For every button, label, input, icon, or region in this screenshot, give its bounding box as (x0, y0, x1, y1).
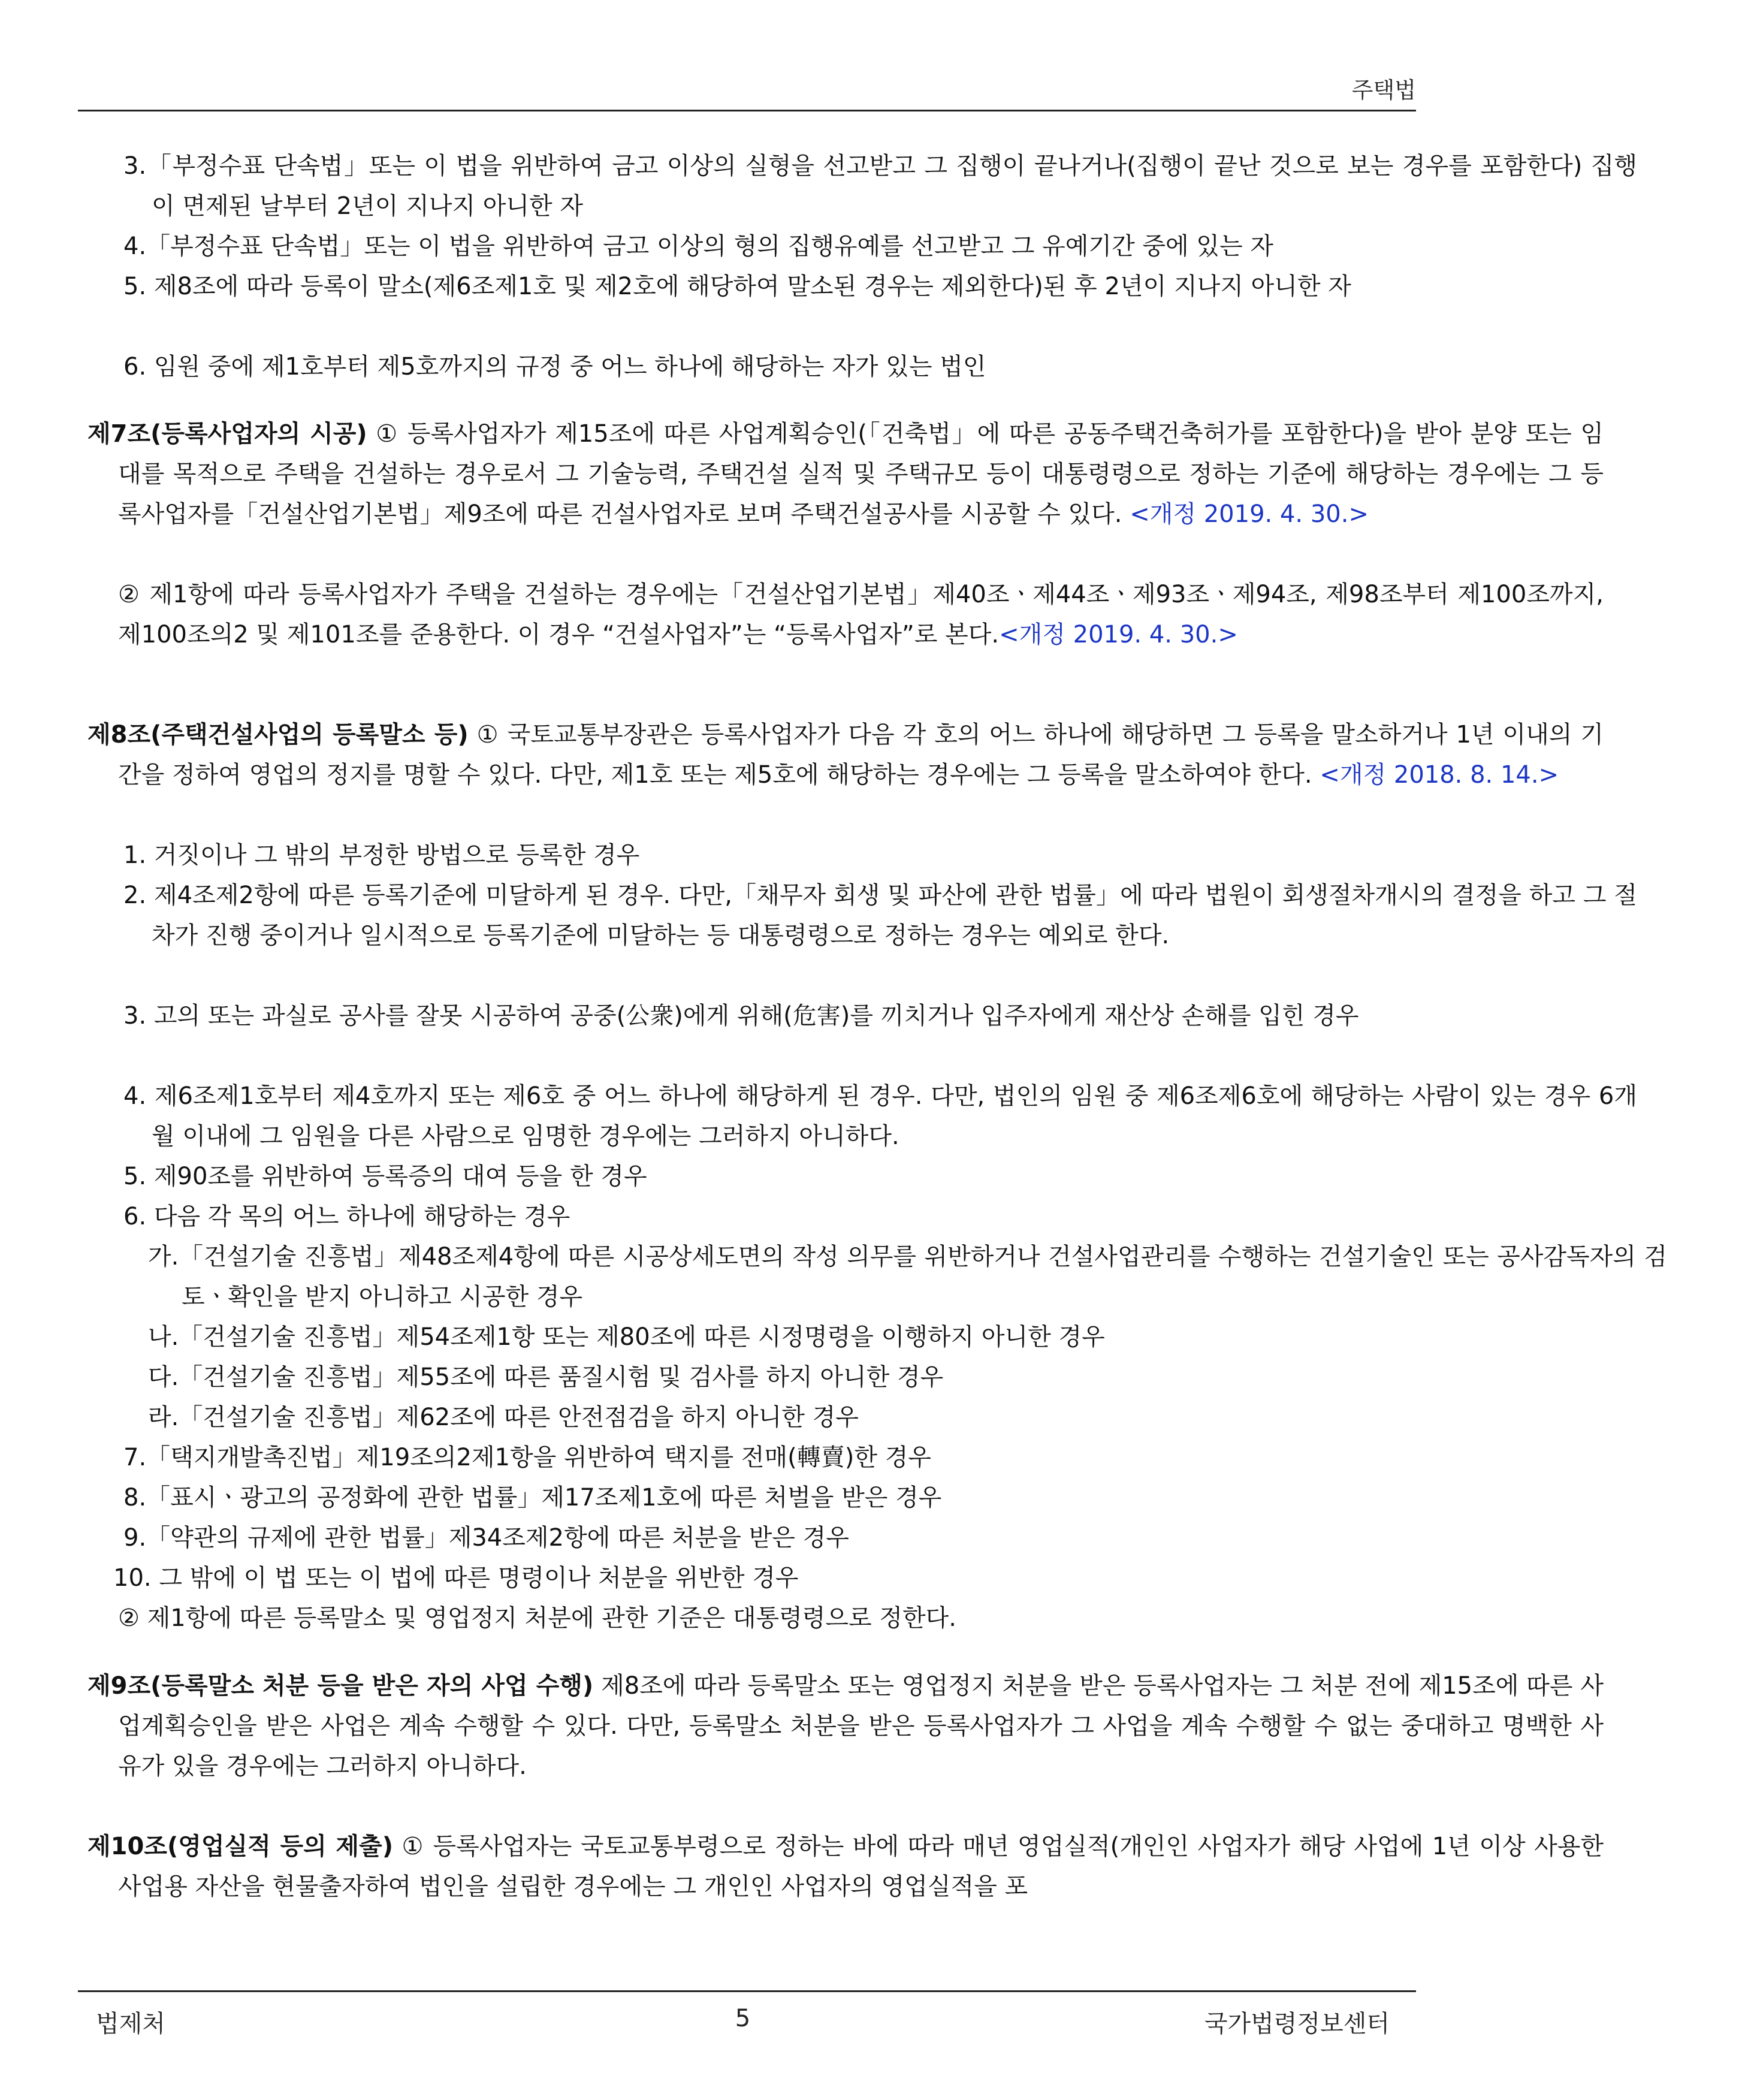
list-item: 2. 제4조제2항에 따른 등록기준에 미달하게 된 경우. 다만,「채무자 회생 및 파산에 관한 법률」에 따라 법원이 회생절차개시의 결정을 하고 그 절차가 진행 중이거나 일시적으로 등록기준에 미달하는 등 대통령령으로 정하는 경우는 예외로 한다. (123, 882, 1637, 949)
footer-publisher: 법제처 (96, 2010, 165, 2038)
article-9-title: 제9조(등록말소 처분 등을 받은 자의 사업 수행) (87, 1672, 594, 1700)
sub-item: 라.「건설기술 진흥법」제62조에 따른 안전점검을 하지 아니한 경우 (148, 1404, 859, 1431)
header-divider (78, 110, 1416, 111)
article-10 (0, 1827, 1675, 1907)
amendment-note: <개정 2019. 4. 30.> (999, 621, 1238, 648)
list-item: 5. 제8조에 따라 등록이 말소(제6조제1호 및 제2호에 해당하여 말소된 경우는 제외한다)된 후 2년이 지나지 아니한 자 (123, 273, 1351, 300)
sub-item: 가.「건설기술 진흥법」제48조제4항에 따른 시공상세도면의 작성 의무를 위반하거나 건설사업관리를 수행하는 건설기술인 또는 공사감독자의 검토ㆍ확인을 받지 아니하고 시공한 경우 (148, 1243, 1667, 1311)
list-item: 8.「표시ㆍ광고의 공정화에 관한 법률」제17조제1호에 따른 처벌을 받은 경우 (123, 1484, 942, 1511)
list-item: 1. 거짓이나 그 밖의 부정한 방법으로 등록한 경우 (123, 841, 640, 869)
footer-source: 국가법령정보센터 (1204, 2010, 1390, 2038)
list-item: 10. 그 밖에 이 법 또는 이 법에 따른 명령이나 처분을 위반한 경우 (113, 1564, 799, 1592)
sub-item: 다.「건설기술 진흥법」제55조에 따른 품질시험 및 검사를 하지 아니한 경우 (148, 1363, 944, 1391)
amendment-note: <개정 2019. 4. 30.> (1130, 500, 1369, 528)
sub-item: 나.「건설기술 진흥법」제54조제1항 또는 제80조에 따른 시정명령을 이행하지 아니한 경우 (148, 1323, 1105, 1351)
article-10-title: 제10조(영업실적 등의 제출) (87, 1833, 393, 1860)
article-8-title: 제8조(주택건설사업의 등록말소 등) (87, 721, 469, 749)
article-9-text: 제8조에 따라 등록말소 또는 영업정지 처분을 받은 등록사업자는 그 처분 전에 제15조에 따른 사업계획승인을 받은 사업은 계속 수행할 수 있다. 다만, 등록말소 처분을 받은 등록사업자가 그 사업을 계속 수행할 수 없는 중대하고 명백한 사유가 있을 경우에는 그러하지 아니하다. (118, 1672, 1604, 1780)
article-9 (0, 1666, 1675, 1787)
article-8-p1-text: ① 국토교통부장관은 등록사업자가 다음 각 호의 어느 하나에 해당하면 그 등록을 말소하거나 1년 이내의 기간을 정하여 영업의 정지를 명할 수 있다. 다만, 제1호 또는 제5호에 해당하는 경우에는 그 등록을 말소하여야 한다. (118, 721, 1604, 789)
article-7-p2-text: ② 제1항에 따라 등록사업자가 주택을 건설하는 경우에는「건설산업기본법」제40조ㆍ제44조ㆍ제93조ㆍ제94조, 제98조부터 제100조까지, 제100조의2 및 제101조를 준용한다. 이 경우 “건설사업자”는 “등록사업자”로 본다. (118, 581, 1604, 648)
list-item: 3. 고의 또는 과실로 공사를 잘못 시공하여 공중(公衆)에게 위해(危害)를 끼치거나 입주자에게 재산상 손해를 입힌 경우 (123, 1002, 1359, 1030)
article-7-p1-text: ① 등록사업자가 제15조에 따른 사업계획승인(「건축법」에 따른 공동주택건축허가를 포함한다)을 받아 분양 또는 임대를 목적으로 주택을 건설하는 경우로서 그 기술능력, 주택건설 실적 및 주택규모 등이 대통령령으로 정하는 기준에 해당하는 경우에는 그 등록사업자를「건설산업기본법」제9조에 따른 건설사업자로 보며 주택건설공사를 시공할 수 있다. (118, 420, 1604, 528)
list-item: 9.「약관의 규제에 관한 법률」제34조제2항에 따른 처분을 받은 경우 (123, 1524, 849, 1552)
list-item: 5. 제90조를 위반하여 등록증의 대여 등을 한 경우 (123, 1163, 647, 1190)
article-7-title: 제7조(등록사업자의 시공) (87, 420, 367, 448)
article-7-paragraph-1 (0, 414, 1675, 535)
list-item: 4. 제6조제1호부터 제4호까지 또는 제6호 중 어느 하나에 해당하게 된 경우. 다만, 법인의 임원 중 제6조제6호에 해당하는 사람이 있는 경우 6개월 이내에 그 임원을 다른 사람으로 임명한 경우에는 그러하지 아니하다. (123, 1082, 1637, 1150)
list-item: 4.「부정수표 단속법」또는 이 법을 위반하여 금고 이상의 형의 집행유예를 선고받고 그 유예기간 중에 있는 자 (123, 233, 1274, 260)
footer-divider (78, 1990, 1416, 1992)
list-item: 7.「택지개발촉진법」제19조의2제1항을 위반하여 택지를 전매(轉賣)한 경우 (123, 1444, 932, 1471)
article-10-text: ① 등록사업자는 국토교통부령으로 정하는 바에 따라 매년 영업실적(개인인 사업자가 해당 사업에 1년 이상 사용한 사업용 자산을 현물출자하여 법인을 설립한 경우에는 그 개인인 사업자의 영업실적을 포 (118, 1833, 1604, 1900)
running-header-title: 주택법 (1351, 77, 1416, 103)
article-7-paragraph-2 (0, 575, 1675, 655)
amendment-note: <개정 2018. 8. 14.> (1320, 761, 1559, 789)
page-number: 5 (735, 2005, 751, 2032)
list-item: 6. 다음 각 목의 어느 하나에 해당하는 경우 (123, 1203, 570, 1230)
article-8-paragraph-2: ② 제1항에 따른 등록말소 및 영업정지 처분에 관한 기준은 대통령령으로 정한다. (118, 1604, 957, 1632)
article-8-paragraph-1 (0, 715, 1675, 795)
list-item: 3.「부정수표 단속법」또는 이 법을 위반하여 금고 이상의 실형을 선고받고 그 집행이 끝나거나(집행이 끝난 것으로 보는 경우를 포함한다) 집행이 면제된 날부터 2년이 지나지 아니한 자 (123, 152, 1637, 220)
list-item: 6. 임원 중에 제1호부터 제5호까지의 규정 중 어느 하나에 해당하는 자가 있는 법인 (123, 353, 986, 381)
